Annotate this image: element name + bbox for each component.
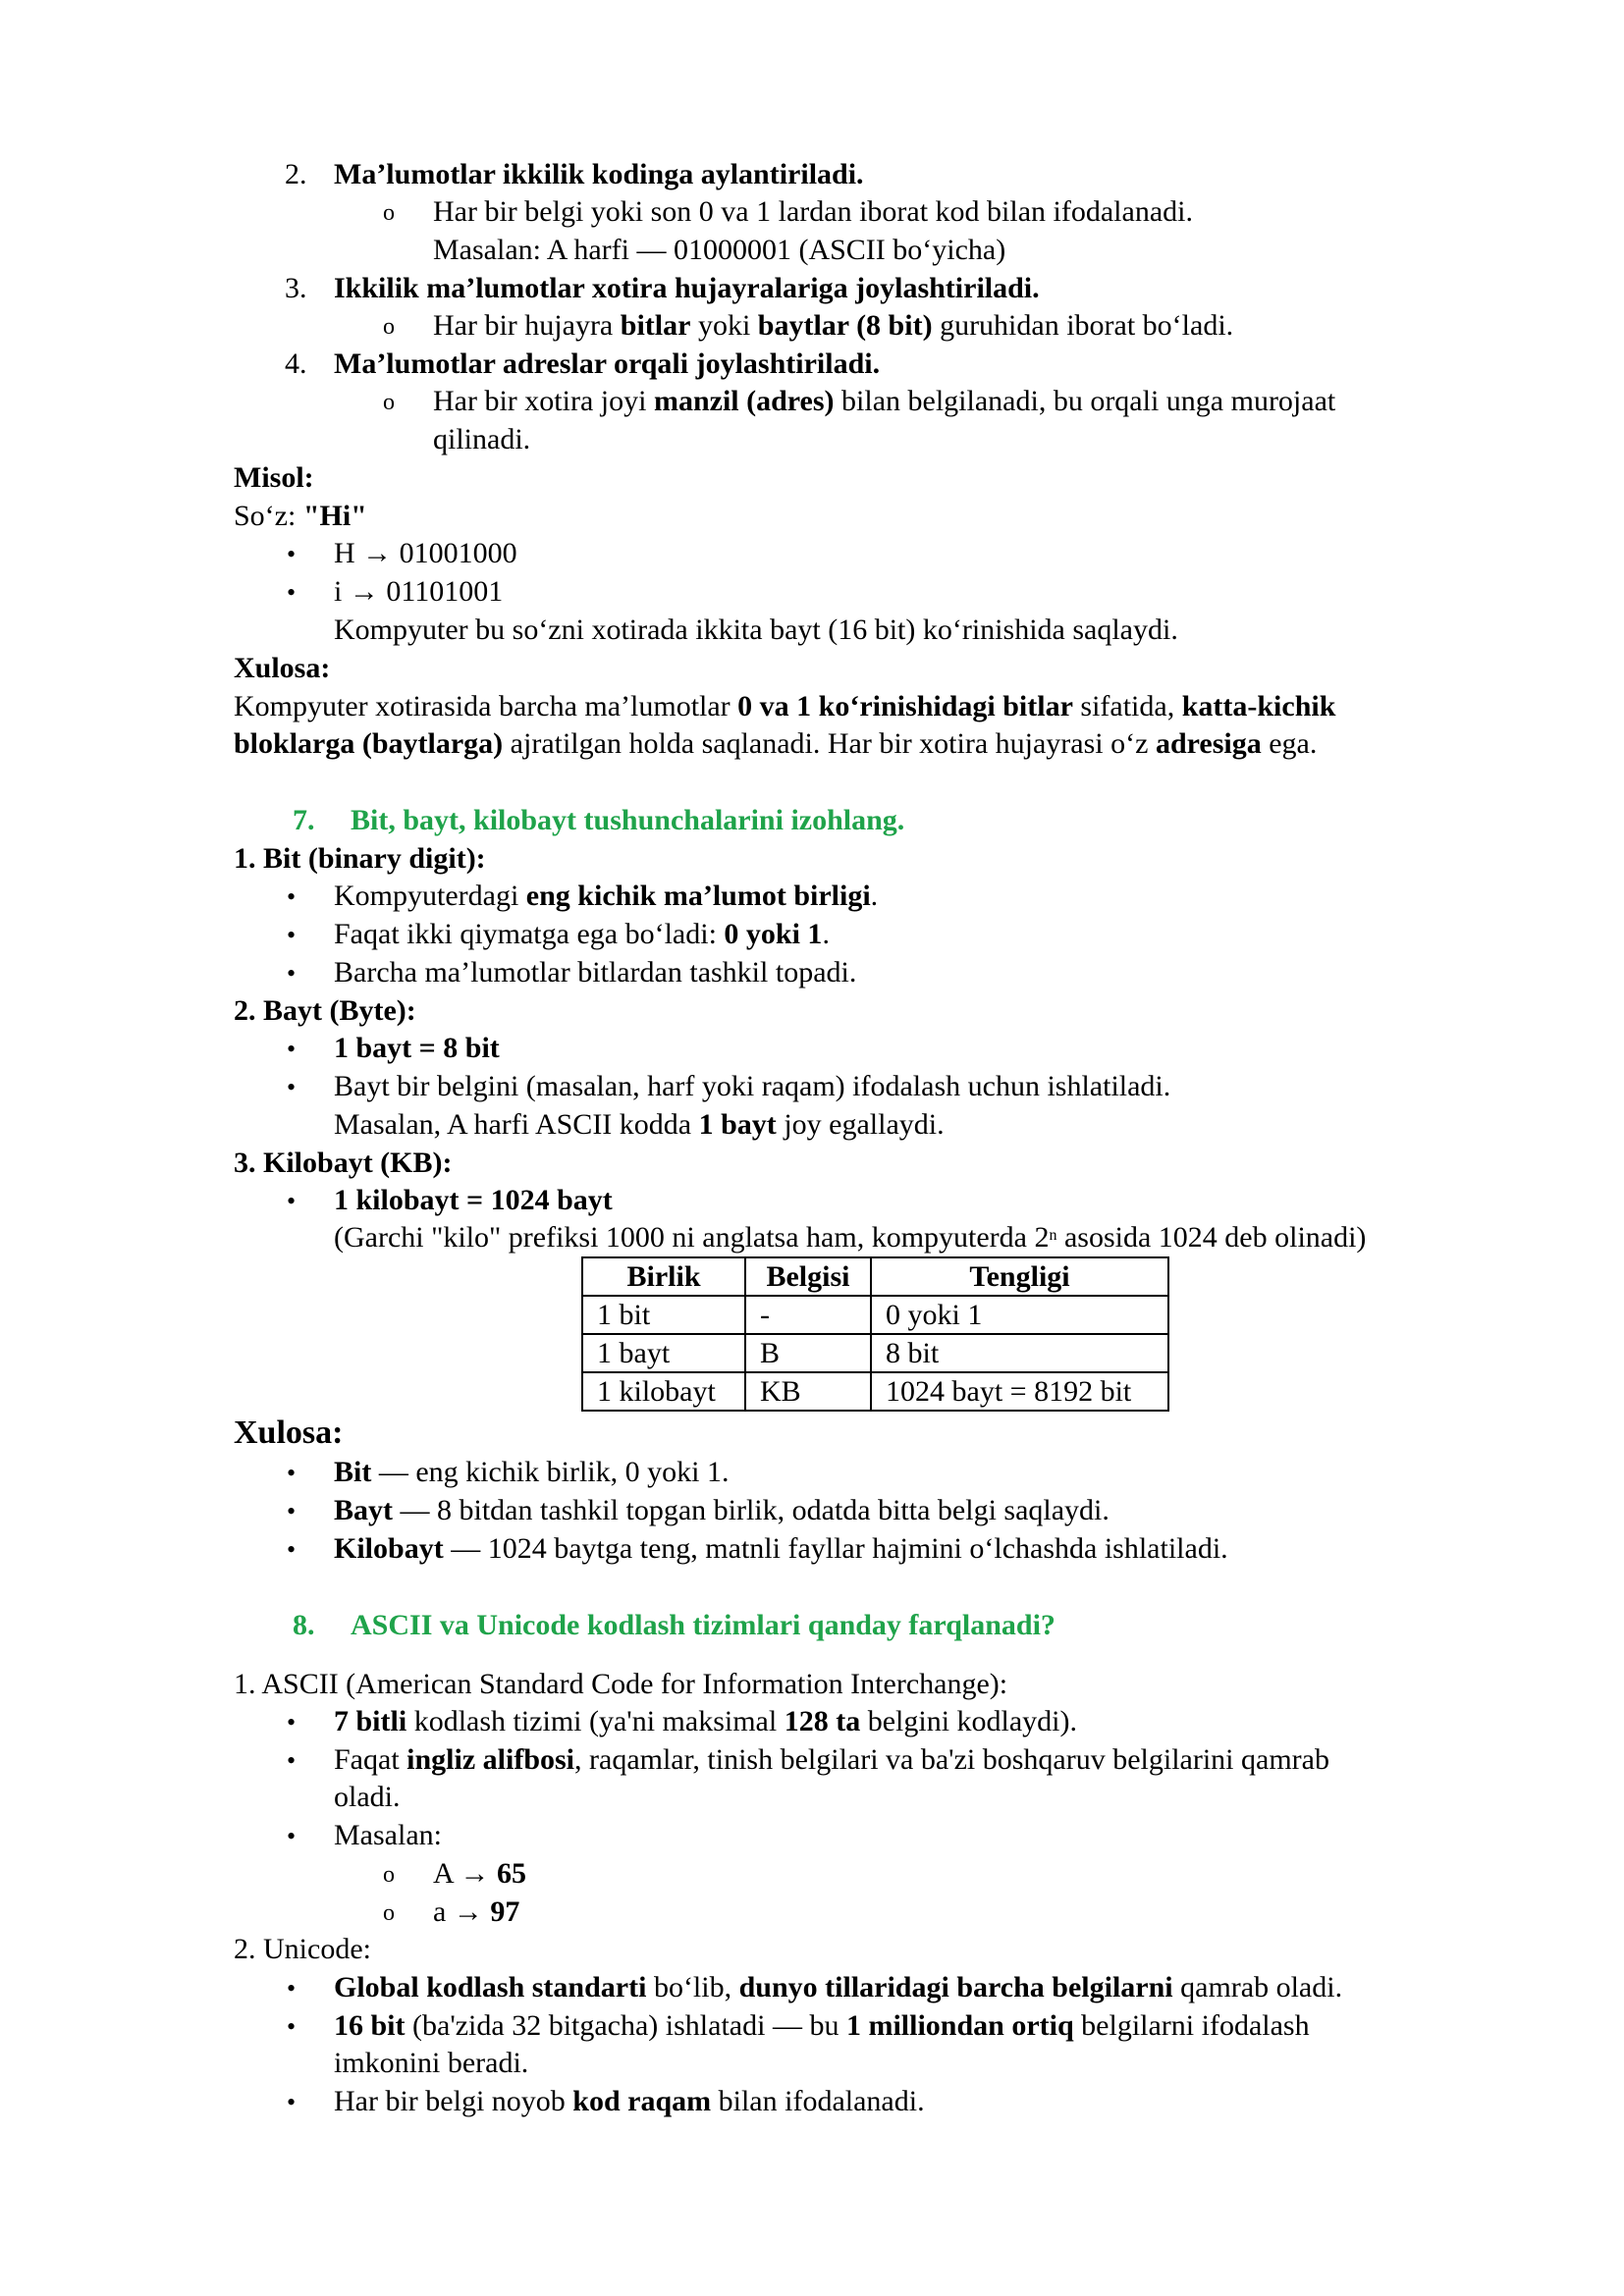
table-cell: 1 kilobayt xyxy=(582,1372,745,1411)
table-cell: 1 bayt xyxy=(582,1334,745,1372)
bullet-icon: • xyxy=(287,1187,297,1215)
bullet-icon: • xyxy=(287,2088,297,2116)
list-item-cont: imkonini beradi. xyxy=(334,2047,529,2079)
example-bullet: H → 01001000 xyxy=(334,537,517,569)
section-number: 8. xyxy=(293,1609,315,1641)
list-item: 7 bitli kodlash tizimi (ya'ni maksimal 128 ta belgini kodlaydi). xyxy=(334,1705,1077,1737)
list-item: Har bir belgi noyob kod raqam bilan ifodalanadi. xyxy=(334,2085,925,2117)
circle-bullet-icon: o xyxy=(383,1862,395,1888)
list-item: Bayt — 8 bitdan tashkil topgan birlik, odatda bitta belgi saqlaydi. xyxy=(334,1494,1110,1526)
table-row xyxy=(582,1372,1168,1411)
circle-bullet-icon: o xyxy=(383,390,395,415)
bullet-icon: • xyxy=(287,1974,297,2002)
list-subitem: Har bir belgi yoki son 0 va 1 lardan iborat kod bilan ifodalanadi. xyxy=(433,195,1193,228)
list-item: Kilobayt — 1024 baytga teng, matnli fayllar hajmini o‘lchashda ishlatiladi. xyxy=(334,1532,1228,1565)
list-item: Barcha ma’lumotlar bitlardan tashkil topadi. xyxy=(334,956,857,988)
table-cell: - xyxy=(745,1296,871,1334)
circle-bullet-icon: o xyxy=(383,1900,395,1926)
section-heading: Bit, bayt, kilobayt tushunchalarini izohlang. xyxy=(351,804,905,836)
subsection-heading: 1. Bit (binary digit): xyxy=(234,842,486,875)
list-item-title: Ikkilik ma’lumotlar xotira hujayralariga joylashtiriladi. xyxy=(334,272,1040,304)
summary-label: Xulosa: xyxy=(234,1415,344,1451)
list-item: 16 bit (ba'zida 32 bitgacha) ishlatadi — bu 1 milliondan ortiq belgilarni ifodalash xyxy=(334,2009,1310,2042)
list-item-cont: oladi. xyxy=(334,1781,401,1813)
section-number: 7. xyxy=(293,804,315,836)
list-subitem: Har bir hujayra bitlar yoki baytlar (8 bit) guruhidan iborat bo‘ladi. xyxy=(433,309,1234,342)
bullet-icon: • xyxy=(287,1746,297,1775)
example-bullet: i → 01101001 xyxy=(334,575,504,608)
list-number: 3. xyxy=(285,272,307,304)
list-subitem: Har bir xotira joyi manzil (adres) bilan belgilanadi, bu orqali unga murojaat xyxy=(433,385,1336,417)
example-label: Misol: xyxy=(234,461,314,494)
list-subitem-cont: Masalan: A harfi — 01000001 (ASCII bo‘yicha) xyxy=(433,234,1006,266)
list-number: 4. xyxy=(285,347,307,380)
bullet-icon: • xyxy=(287,1708,297,1736)
table-row xyxy=(582,1334,1168,1372)
list-item: Faqat ingliz alifbosi, raqamlar, tinish belgilari va ba'zi boshqaruv belgilarini qamrab xyxy=(334,1743,1329,1776)
list-subitem: A → 65 xyxy=(433,1857,527,1890)
bullet-icon: • xyxy=(287,1459,297,1487)
subsection-heading: 2. Unicode: xyxy=(234,1933,371,1965)
bullet-icon: • xyxy=(287,882,297,911)
list-item-title: Ma’lumotlar ikkilik kodinga aylantiriladi. xyxy=(334,158,864,190)
bullet-icon: • xyxy=(287,578,297,607)
bullet-icon: • xyxy=(287,1035,297,1063)
list-item: Bayt bir belgini (masalan, harf yoki raqam) ifodalash uchun ishlatiladi. xyxy=(334,1070,1171,1102)
table-header: Tengligi xyxy=(871,1257,1168,1296)
list-item: 1 kilobayt = 1024 bayt xyxy=(334,1184,613,1216)
subsection-heading: 2. Bayt (Byte): xyxy=(234,994,416,1027)
table-header: Birlik xyxy=(582,1257,745,1296)
table-cell: 0 yoki 1 xyxy=(871,1296,1168,1334)
bullet-icon: • xyxy=(287,540,297,568)
example-word: So‘z: "Hi" xyxy=(234,500,367,532)
list-item: Kompyuterdagi eng kichik ma’lumot birligi. xyxy=(334,880,879,912)
list-item: Bit — eng kichik birlik, 0 yoki 1. xyxy=(334,1456,730,1488)
table-cell: KB xyxy=(745,1372,871,1411)
table-header: Belgisi xyxy=(745,1257,871,1296)
list-item: 1 bayt = 8 bit xyxy=(334,1032,500,1064)
table-cell: 8 bit xyxy=(871,1334,1168,1372)
table-header-row xyxy=(582,1257,1168,1296)
table-cell: B xyxy=(745,1334,871,1372)
section-heading: ASCII va Unicode kodlash tizimlari qanday farqlanadi? xyxy=(351,1609,1056,1641)
units-table xyxy=(581,1256,1169,1412)
list-item-cont: Masalan, A harfi ASCII kodda 1 bayt joy egallaydi. xyxy=(334,1108,945,1141)
bullet-icon: • xyxy=(287,2012,297,2041)
bullet-icon: • xyxy=(287,921,297,949)
table-cell: 1 bit xyxy=(582,1296,745,1334)
list-item: Global kodlash standarti bo‘lib, dunyo tillaridagi barcha belgilarni qamrab oladi. xyxy=(334,1971,1343,2003)
bullet-icon: • xyxy=(287,959,297,988)
list-item: Faqat ikki qiymatga ega bo‘ladi: 0 yoki 1. xyxy=(334,918,830,950)
subsection-heading: 3. Kilobayt (KB): xyxy=(234,1147,453,1179)
list-item: Masalan: xyxy=(334,1819,442,1851)
table-row xyxy=(582,1296,1168,1334)
summary-label: Xulosa: xyxy=(234,652,331,684)
bullet-icon: • xyxy=(287,1073,297,1101)
bullet-icon: • xyxy=(287,1535,297,1564)
table-cell: 1024 bayt = 8192 bit xyxy=(871,1372,1168,1411)
circle-bullet-icon: o xyxy=(383,200,395,226)
list-subitem: a → 97 xyxy=(433,1896,520,1928)
circle-bullet-icon: o xyxy=(383,314,395,340)
bullet-icon: • xyxy=(287,1822,297,1850)
example-bullet-cont: Kompyuter bu so‘zni xotirada ikkita bayt (16 bit) ko‘rinishida saqlaydi. xyxy=(334,614,1178,646)
list-item-title: Ma’lumotlar adreslar orqali joylashtiriladi. xyxy=(334,347,881,380)
list-subitem-cont: qilinadi. xyxy=(433,423,531,455)
list-number: 2. xyxy=(285,158,307,190)
summary-text: Kompyuter xotirasida barcha ma’lumotlar 0 va 1 ko‘rinishidagi bitlar sifatida, katta-kichik xyxy=(234,690,1336,722)
list-item-note: (Garchi "kilo" prefiksi 1000 ni anglatsa ham, kompyuterda 2$^n$ asosida 1024 deb olinadi) xyxy=(334,1221,1367,1254)
subsection-heading: 1. ASCII (American Standard Code for Information Interchange): xyxy=(234,1668,1008,1700)
summary-text: bloklarga (baytlarga) ajratilgan holda saqlanadi. Har bir xotira hujayrasi o‘z adresiga ega. xyxy=(234,727,1318,760)
bullet-icon: • xyxy=(287,1497,297,1525)
